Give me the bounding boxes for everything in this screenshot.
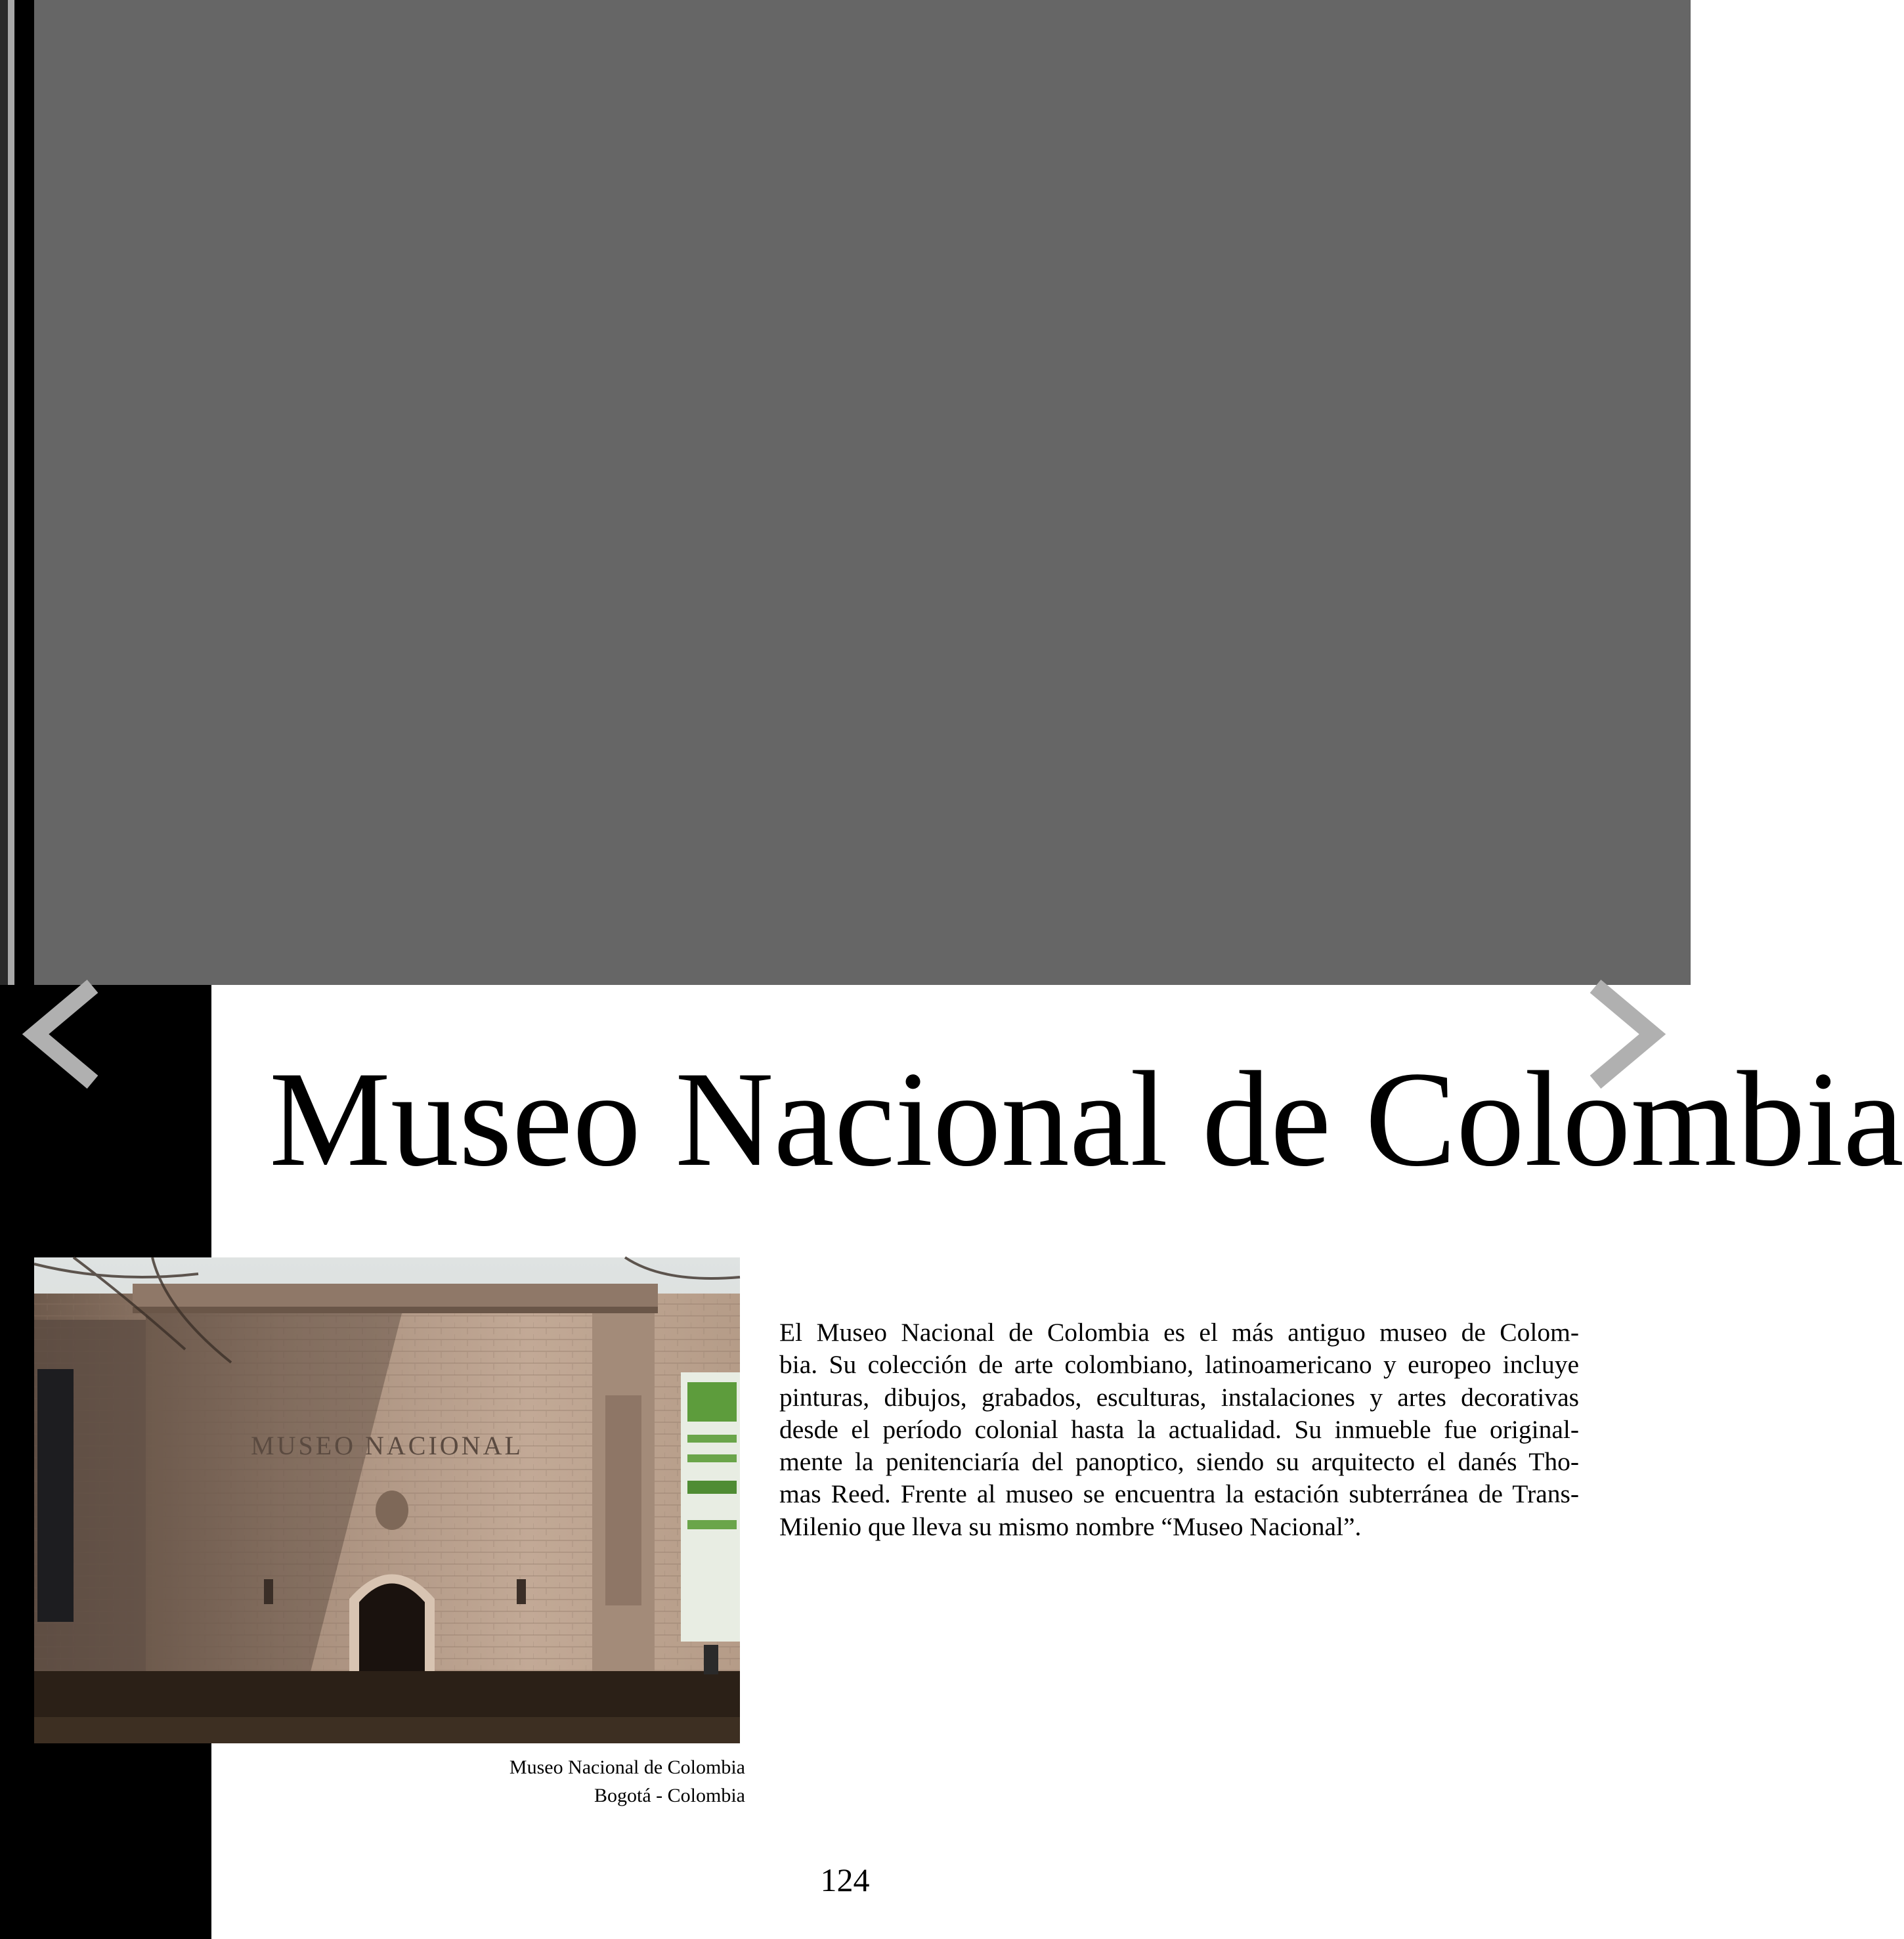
body-line: mas Reed. Frente al museo se encuentra la estación subterránea de Trans- (779, 1479, 1579, 1509)
body-line: Milenio que lleva su mismo nombre “Museo Nacional”. (779, 1512, 1362, 1541)
body-line: El Museo Nacional de Colombia es el más antiguo museo de Colom- (779, 1318, 1579, 1347)
page-title: Museo Nacional de Colombia (269, 1043, 1904, 1194)
museum-photo (34, 1257, 740, 1743)
body-paragraph (779, 1317, 1579, 1543)
chevron-left-icon (24, 978, 102, 1097)
body-line: bia. Su colección de arte colombiano, latinoamericano y europeo incluye (779, 1350, 1579, 1380)
caption-line-1: Museo Nacional de Colombia (509, 1756, 745, 1778)
previous-page-button[interactable] (24, 978, 102, 1097)
spine-stripe-black (14, 0, 34, 985)
page-number: 124 (820, 1862, 870, 1898)
spine-stripe-dark (0, 0, 8, 985)
body-line: pinturas, dibujos, grabados, esculturas, instalaciones y artes decorativas (779, 1382, 1579, 1412)
spine-stripe-light (8, 0, 14, 985)
body-line: mente la penitenciaría del panoptico, siendo su arquitecto el danés Tho- (779, 1447, 1579, 1477)
caption-line-2: Bogotá - Colombia (594, 1785, 745, 1806)
top-grey-area (0, 0, 1691, 985)
body-line: desde el período colonial hasta la actualidad. Su inmueble fue original- (779, 1414, 1579, 1444)
photo-caption (341, 1753, 745, 1810)
facade-lettering: MUSEO NACIONAL (251, 1431, 523, 1460)
